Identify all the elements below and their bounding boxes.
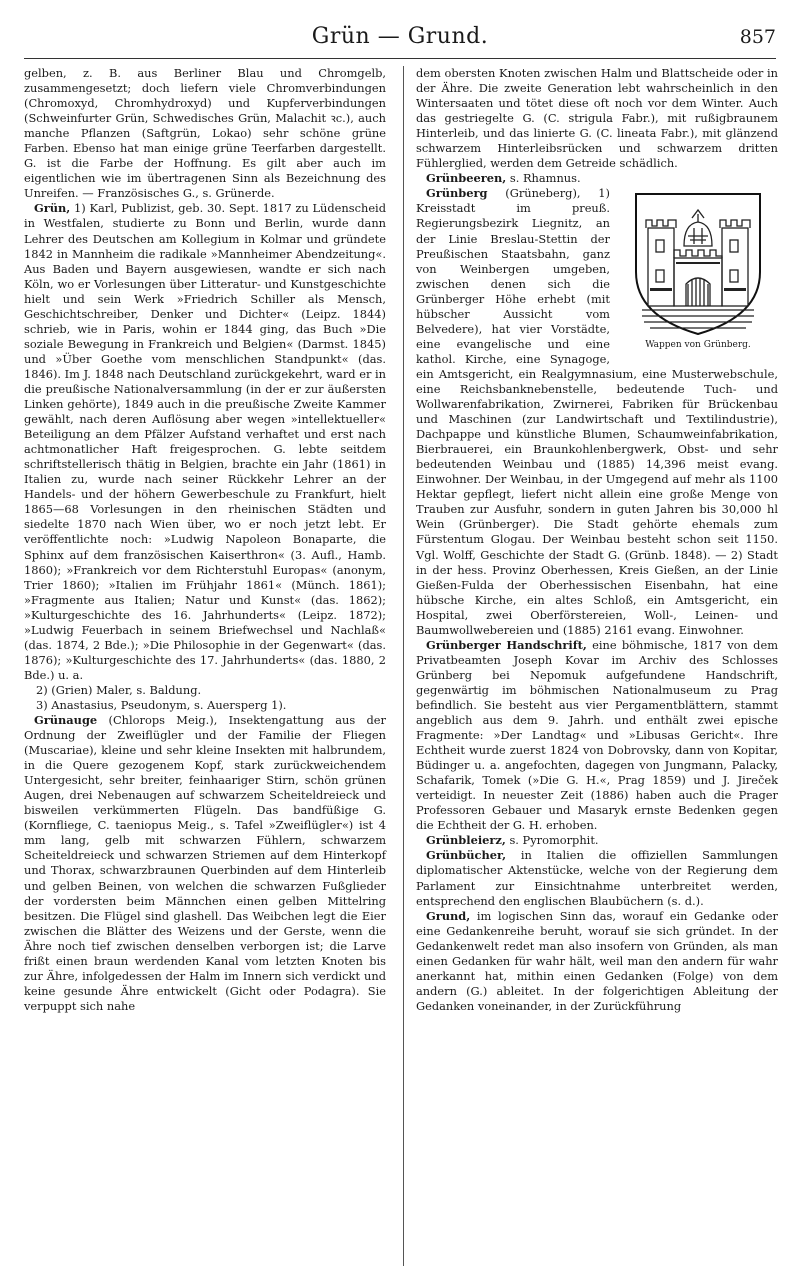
right-column <box>416 66 778 1014</box>
entry-gruen-3: 3) Anastasius, Pseudonym, s. Auersperg 1). <box>36 697 287 712</box>
entry-gruen <box>24 201 386 683</box>
entry-continuation: gelben, z. B. aus Berliner Blau und Chromgelb, zusammengesetzt; doch liefern viele Chromverbindungen (Chromoxyd, Chromhydroxyd) und Kupferverbindungen (Schweinfurter Grün, Schwedisches Grün, Malachit ꝛc.), auch manche Pflanzen (Saftgrün, Lokao) sehr schöne grüne Farben. Ebenso hat man einige grüne Teerfarben dargestellt. G. ist die Farbe der Hoffnung. Es gilt aber auch im eigentlichen wie im übertragenen Sinn als Bezeichnung des Unreifen. — Französisches G., s. Grünerde. <box>24 66 386 201</box>
headword: Grünberger Handschrift, <box>426 637 587 652</box>
headword: Grund, <box>426 908 471 923</box>
entry-text: im logischen Sinn das, worauf ein Gedanke oder eine Gedankenreihe beruht, worauf sie sich gründet. In der Gedankenwelt redet man also insofern von Gründen, als man einen Gedanken für wahr hält, weil man den andern für wahr anerkannt hat, mithin einen Gedanken (Folge) von dem andern (G.) ableitet. In der folgerichtigen Ableitung der Gedanken voneinander, in der Zurückführung <box>416 908 778 1013</box>
column-divider <box>403 66 404 1266</box>
headword: Grünberg <box>426 186 488 201</box>
headword: Grünbücher, <box>426 848 507 863</box>
entry-text: 1) Karl, Publizist, geb. 30. Sept. 1817 zu Lüdenscheid in Westfalen, studierte zu Bonn und Berlin, wurde dann Lehrer des Deutschen am Kollegium in Kolmar und gründete 1842 in Mannheim die radikale »Mannheimer Abendzeitung«. Aus Baden und Bayern ausgewiesen, wandte er sich nach Köln, wo er Vorlesungen über Litteratur- und Kunstgeschichte hielt und sein Werk »Friedrich Schiller als Mensch, Geschichtschreiber, Denker und Dichter« (Leipz. 1844) schrieb, wie in Paris, wohin er 1844 ging, das Buch »Die soziale Bewegung in Frankreich und Belgien« (Darmst. 1845) und »Über Goethe vom menschlichen Standpunkt« (das. 1846). Im J. 1848 nach Deutschland zurückgekehrt, ward er in die preußische Nationalversammlung (in der er zur äußersten Linken gehörte), 1849 auch in die preußische Zweite Kammer gewählt, nach deren Auflösung aber wegen »intellektueller« Beteiligung an dem Pfälzer Aufstand verhaftet und erst nach achtmonatlicher Haft freigesprochen. G. lebte seitdem schriftstellerisch thätig in Belgien, brachte ein Jahr (1861) in Italien zu, wurde nach seiner Rückkehr Lehrer an der Handels- und der höhern Gewerbeschule zu Frankfurt, hielt 1865—68 Vorlesungen in den rheinischen Städten und siedelte 1870 nach Wien über, wo er noch jetzt lebt. Er veröffentlichte noch: »Ludwig Napoleon Bonaparte, die Sphinx auf dem französischen Kaiserthron« (3. Aufl., Hamb. 1860); »Frankreich vor dem Richterstuhl Europas« (anonym, Trier 1860); »Italien im Frühjahr 1861« (Münch. 1861); »Fragmente aus Italien; Natur und Kunst« (das. 1862); »Kulturgeschichte des 16. Jahrhunderts« (Leipz. 1872); »Ludwig Feuerbach in seinem Briefwechsel und Nachlaß« (das. 1874, 2 Bde.); »Die Philosophie in der Gegenwart« (das. 1876); »Kulturgeschichte des 17. Jahrhunderts« (das. 1880, 2 Bde.) u. a. <box>24 201 386 682</box>
entry-text: eine böhmische, 1817 von dem Privatbeamten Joseph Kovar im Archiv des Schlosses Grünberg bei Nepomuk aufgefundene Handschrift, gegenwärtig im böhmischen Nationalmuseum zu Prag befindlich. Sie besteht aus vier Pergamentblättern, stammt angeblich aus dem 9. Jahrh. und enthält zwei epische Fragmente: »Der Landtag« und »Libusas Gericht«. Ihre Echtheit wurde zuerst 1824 von Dobrovsky, dann von Kopitar, Büdinger u. a. angefochten, dagegen von Jungmann, Palacky, Schafarik, Tomek (»Die G. H.«, Prag 1859) und J. Jireček verteidigt. In neuester Zeit (1886) haben auch die Prager Professoren Gebauer und Masaryk ernste Bedenken gegen die Echtheit der G. H. erhoben. <box>416 637 778 833</box>
entry-gruenberger-handschrift <box>416 638 778 834</box>
headword: Grünauge <box>34 713 98 728</box>
headword: Grün, <box>34 201 71 216</box>
entry-text: (Grüneberg), 1) Kreisstadt im preuß. Regierungsbezirk Liegnitz, an der Linie Breslau-Stettin der Preußischen Staatsbahn, ganz von Weinbergen umgeben, zwischen denen sich die Grünberger Höhe erhebt (mit hübscher Aussicht vom Belvedere), hat vier Vorstädte, eine evangelische und eine kathol. Kirche, eine Synagoge, ein Amtsgericht, ein Realgymnasium, eine Musterwebschule, eine Reichsbanknebenstelle, bedeutende Tuch- und Wollwarenfabrikation, Zwirnerei, Fabriken für Brückenbau und Maschinen (zur Landwirtschaft und Textilindustrie), Dachpappe und künstliche Blumen, Schaumweinfabrikation, Bierbrauerei, ein Braunkohlenbergwerk, Obst- und sehr bedeutenden Weinbau und (1885) 14,396 meist evang. Einwohner. Der Weinbau, in der Umgegend auf mehr als 1100 Hektar gepflegt, liefert nicht allein eine große Menge von Trauben zur Ausfuhr, sondern in guten Jahren bis 30,000 hl Wein (Grünberger). Die Stadt gehörte ehemals zum Fürstentum Glogau. Der Weinbau besteht schon seit 1150. Vgl. Wolff, Geschichte der Stadt G. (Grünb. 1848). — 2) Stadt in der hess. Provinz Oberhessen, Kreis Gießen, an der Linie Gießen-Fulda der Oberhessischen Eisenbahn, hat eine hübsche Kirche, ein altes Schloß, ein Amtsgericht, ein Hospital, zwei Oberförstereien, Woll-, Leinen- und Baumwollwebereien und (1885) 2161 evang. Einwohner. <box>416 186 778 637</box>
header-rule <box>24 58 776 59</box>
entry-text: s. Rhamnus. <box>506 171 581 186</box>
entry-gruenbleierz <box>416 833 778 848</box>
entry-gruenauge <box>24 713 386 1014</box>
coat-of-arms-image <box>628 188 768 338</box>
entry-gruenbuecher <box>416 848 778 908</box>
page-number: 857 <box>739 26 776 48</box>
entry-text: in Italien die offiziellen Sammlungen diplomatischer Aktenstücke, welche von der Regierung dem Parlament zur Einsichtnahme unterbreitet werden, entsprechend den englischen Blaubüchern (s. d.). <box>416 848 778 908</box>
page-title: Grün — Grund. <box>311 24 489 49</box>
entry-text: s. Pyromorphit. <box>505 833 599 848</box>
headword: Grünbleierz, <box>426 833 506 848</box>
left-column <box>24 66 386 1014</box>
headword: Grünbeeren, <box>426 171 507 186</box>
figure-caption: Wappen von Grünberg. <box>645 340 751 351</box>
entry-gruenbeeren <box>416 171 778 186</box>
coat-of-arms-figure <box>618 188 778 351</box>
entry-text: (Chlorops Meig.), Insektengattung aus der Ordnung der Zweiflügler und der Familie der Fliegen (Muscariae), kleine und sehr kleine Insekten mit halbrundem, in die Quere gezogenem Kopf, stark zurückweichendem Untergesicht, sehr breiter, feinhaariger Stirn, schön grünen Augen, drei Nebenaugen auf schwarzem Scheiteldreieck und bisweilen verkümmerten Flügeln. Das bandfüßige G. (Kornfliege, C. taeniopus Meig., s. Tafel »Zweiflügler«) ist 4 mm lang, gelb mit schwarzen Fühlern, schwarzem Scheiteldreieck und schwarzen Striemen auf dem Hinterkopf und Thorax, schwarzbraunen Querbinden auf dem Hinterleib und gelben Beinen, von welchen die schwarzen Fußglieder der vordersten beim Männchen einen gelben Mittelring besitzen. Die Flügel sind glashell. Das Weibchen legt die Eier zwischen die Blätter des Weizens und der Gerste, wenn die Ähre noch tief zwischen denselben verborgen ist; die Larve frißt einen braun werdenden Kanal vom letzten Knoten bis zur Ähre, infolgedessen der Halm im Innern sich verdickt und keine gesunde Ähre entwickelt (Gicht oder Podagra). Sie verpuppt sich nahe <box>24 713 386 1013</box>
entry-continuation: dem obersten Knoten zwischen Halm und Blattscheide oder in der Ähre. Die zweite Generation lebt wahrscheinlich in den Wintersaaten und tötet diese oft noch vor dem Winter. Auch das gestriegelte G. (C. strigula Fabr.), mit rußigbraunem Hinterleib, und das linierte G. (C. lineata Fabr.), mit glänzend schwarzem Hinterleibsrücken und schwarzem dritten Fühlerglied, werden dem Getreide schädlich. <box>416 66 778 171</box>
entry-grund <box>416 909 778 1014</box>
entry-gruen-2: 2) (Grien) Maler, s. Baldung. <box>36 682 202 697</box>
